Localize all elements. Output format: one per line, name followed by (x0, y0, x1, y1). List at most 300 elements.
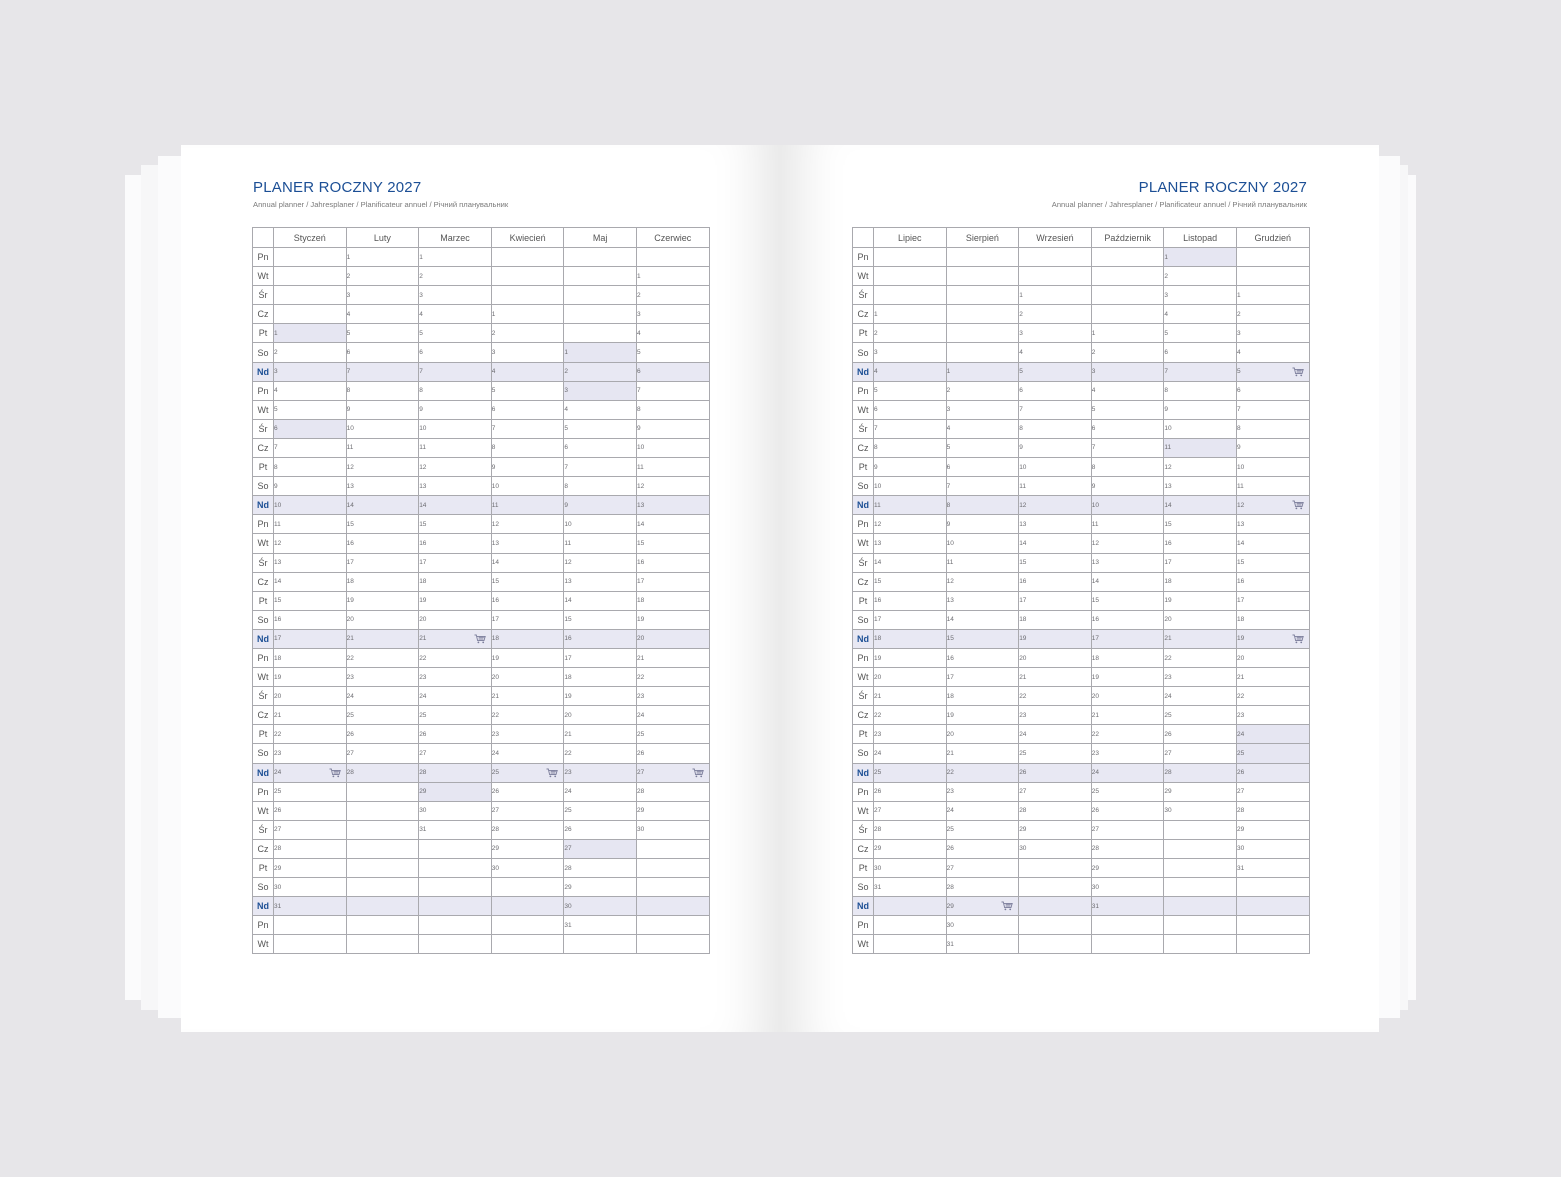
empty-cell[interactable] (274, 935, 347, 954)
day-cell[interactable]: 31 (1236, 859, 1309, 878)
day-cell[interactable]: 27 (874, 801, 947, 820)
day-cell[interactable]: 8 (1019, 419, 1092, 438)
day-cell[interactable]: 2 (1164, 267, 1237, 286)
day-cell[interactable]: 24 (1164, 687, 1237, 706)
day-cell[interactable]: 1 (1164, 248, 1237, 267)
day-cell[interactable]: 23 (1091, 744, 1164, 763)
day-cell[interactable]: 25 (274, 782, 347, 801)
day-cell[interactable]: 14 (1019, 534, 1092, 553)
day-cell[interactable]: 22 (1236, 687, 1309, 706)
day-cell[interactable]: 7 (419, 362, 492, 381)
day-cell[interactable]: 30 (1091, 878, 1164, 897)
empty-cell[interactable] (346, 820, 419, 839)
empty-cell[interactable] (346, 916, 419, 935)
day-cell[interactable]: 5 (946, 438, 1019, 457)
day-cell[interactable]: 10 (1236, 458, 1309, 477)
day-cell[interactable]: 18 (419, 572, 492, 591)
day-cell[interactable]: 21 (419, 629, 492, 648)
empty-cell[interactable] (946, 286, 1019, 305)
day-cell[interactable]: 20 (1091, 687, 1164, 706)
day-cell[interactable]: 19 (874, 648, 947, 667)
day-cell[interactable]: 12 (1236, 496, 1309, 515)
day-cell[interactable]: 3 (419, 286, 492, 305)
day-cell[interactable]: 12 (946, 572, 1019, 591)
day-cell[interactable]: 13 (491, 534, 564, 553)
day-cell[interactable]: 1 (274, 324, 347, 343)
day-cell[interactable]: 2 (1019, 305, 1092, 324)
day-cell[interactable]: 23 (1164, 668, 1237, 687)
empty-cell[interactable] (346, 897, 419, 916)
empty-cell[interactable] (1019, 859, 1092, 878)
day-cell[interactable]: 22 (1164, 648, 1237, 667)
day-cell[interactable]: 7 (1164, 362, 1237, 381)
empty-cell[interactable] (419, 839, 492, 858)
empty-cell[interactable] (346, 782, 419, 801)
day-cell[interactable]: 27 (1019, 782, 1092, 801)
empty-cell[interactable] (419, 878, 492, 897)
empty-cell[interactable] (1091, 916, 1164, 935)
day-cell[interactable]: 24 (419, 687, 492, 706)
day-cell[interactable]: 14 (346, 496, 419, 515)
day-cell[interactable]: 19 (636, 610, 709, 629)
day-cell[interactable]: 17 (1019, 591, 1092, 610)
day-cell[interactable]: 28 (419, 763, 492, 782)
day-cell[interactable]: 14 (636, 515, 709, 534)
day-cell[interactable]: 7 (1236, 400, 1309, 419)
day-cell[interactable]: 18 (1164, 572, 1237, 591)
day-cell[interactable]: 5 (491, 381, 564, 400)
day-cell[interactable]: 18 (1019, 610, 1092, 629)
empty-cell[interactable] (346, 859, 419, 878)
empty-cell[interactable] (946, 343, 1019, 362)
day-cell[interactable]: 29 (636, 801, 709, 820)
day-cell[interactable]: 3 (1236, 324, 1309, 343)
day-cell[interactable]: 10 (1019, 458, 1092, 477)
day-cell[interactable]: 12 (1091, 534, 1164, 553)
day-cell[interactable]: 19 (419, 591, 492, 610)
day-cell[interactable]: 23 (636, 687, 709, 706)
empty-cell[interactable] (1236, 897, 1309, 916)
empty-cell[interactable] (564, 248, 637, 267)
day-cell[interactable]: 3 (1091, 362, 1164, 381)
empty-cell[interactable] (564, 286, 637, 305)
day-cell[interactable]: 22 (274, 725, 347, 744)
day-cell[interactable]: 1 (419, 248, 492, 267)
day-cell[interactable]: 4 (1236, 343, 1309, 362)
day-cell[interactable]: 11 (1019, 477, 1092, 496)
day-cell[interactable]: 24 (874, 744, 947, 763)
day-cell[interactable]: 8 (419, 381, 492, 400)
day-cell[interactable]: 8 (1091, 458, 1164, 477)
day-cell[interactable]: 8 (346, 381, 419, 400)
day-cell[interactable]: 29 (1164, 782, 1237, 801)
empty-cell[interactable] (564, 305, 637, 324)
day-cell[interactable]: 20 (274, 687, 347, 706)
day-cell[interactable]: 4 (274, 381, 347, 400)
day-cell[interactable]: 20 (874, 668, 947, 687)
empty-cell[interactable] (1236, 267, 1309, 286)
day-cell[interactable]: 10 (419, 419, 492, 438)
day-cell[interactable]: 17 (274, 629, 347, 648)
day-cell[interactable]: 6 (1164, 343, 1237, 362)
empty-cell[interactable] (1091, 286, 1164, 305)
day-cell[interactable]: 9 (1019, 438, 1092, 457)
empty-cell[interactable] (274, 267, 347, 286)
day-cell[interactable]: 25 (636, 725, 709, 744)
empty-cell[interactable] (1164, 820, 1237, 839)
day-cell[interactable]: 1 (636, 267, 709, 286)
day-cell[interactable]: 20 (1019, 648, 1092, 667)
empty-cell[interactable] (636, 935, 709, 954)
day-cell[interactable]: 17 (491, 610, 564, 629)
day-cell[interactable]: 6 (491, 400, 564, 419)
day-cell[interactable]: 14 (419, 496, 492, 515)
day-cell[interactable]: 15 (274, 591, 347, 610)
day-cell[interactable]: 2 (874, 324, 947, 343)
day-cell[interactable]: 16 (1091, 610, 1164, 629)
day-cell[interactable]: 24 (491, 744, 564, 763)
day-cell[interactable]: 31 (946, 935, 1019, 954)
day-cell[interactable]: 2 (274, 343, 347, 362)
day-cell[interactable]: 24 (274, 763, 347, 782)
empty-cell[interactable] (419, 859, 492, 878)
day-cell[interactable]: 10 (636, 438, 709, 457)
day-cell[interactable]: 9 (491, 458, 564, 477)
day-cell[interactable]: 21 (1091, 706, 1164, 725)
day-cell[interactable]: 22 (564, 744, 637, 763)
day-cell[interactable]: 19 (1236, 629, 1309, 648)
day-cell[interactable]: 25 (491, 763, 564, 782)
empty-cell[interactable] (1164, 916, 1237, 935)
day-cell[interactable]: 2 (346, 267, 419, 286)
day-cell[interactable]: 4 (419, 305, 492, 324)
day-cell[interactable]: 18 (346, 572, 419, 591)
empty-cell[interactable] (491, 897, 564, 916)
empty-cell[interactable] (274, 916, 347, 935)
empty-cell[interactable] (874, 267, 947, 286)
day-cell[interactable]: 22 (874, 706, 947, 725)
day-cell[interactable]: 3 (1019, 324, 1092, 343)
day-cell[interactable]: 28 (564, 859, 637, 878)
day-cell[interactable]: 27 (274, 820, 347, 839)
day-cell[interactable]: 30 (274, 878, 347, 897)
day-cell[interactable]: 13 (1236, 515, 1309, 534)
day-cell[interactable]: 12 (491, 515, 564, 534)
day-cell[interactable]: 7 (636, 381, 709, 400)
day-cell[interactable]: 23 (1019, 706, 1092, 725)
day-cell[interactable]: 23 (874, 725, 947, 744)
day-cell[interactable]: 12 (1019, 496, 1092, 515)
day-cell[interactable]: 15 (946, 629, 1019, 648)
empty-cell[interactable] (1164, 878, 1237, 897)
day-cell[interactable]: 27 (564, 839, 637, 858)
day-cell[interactable]: 27 (419, 744, 492, 763)
day-cell[interactable]: 16 (274, 610, 347, 629)
day-cell[interactable]: 19 (491, 648, 564, 667)
day-cell[interactable]: 12 (636, 477, 709, 496)
day-cell[interactable]: 24 (946, 801, 1019, 820)
day-cell[interactable]: 2 (946, 381, 1019, 400)
day-cell[interactable]: 17 (636, 572, 709, 591)
day-cell[interactable]: 26 (491, 782, 564, 801)
day-cell[interactable]: 25 (1091, 782, 1164, 801)
day-cell[interactable]: 11 (946, 553, 1019, 572)
day-cell[interactable]: 29 (1091, 859, 1164, 878)
day-cell[interactable]: 19 (564, 687, 637, 706)
day-cell[interactable]: 30 (636, 820, 709, 839)
day-cell[interactable]: 16 (1019, 572, 1092, 591)
day-cell[interactable]: 18 (946, 687, 1019, 706)
empty-cell[interactable] (419, 916, 492, 935)
day-cell[interactable]: 21 (1019, 668, 1092, 687)
day-cell[interactable]: 26 (946, 839, 1019, 858)
day-cell[interactable]: 16 (564, 629, 637, 648)
day-cell[interactable]: 20 (419, 610, 492, 629)
day-cell[interactable]: 31 (564, 916, 637, 935)
day-cell[interactable]: 16 (1236, 572, 1309, 591)
day-cell[interactable]: 28 (1164, 763, 1237, 782)
day-cell[interactable]: 26 (636, 744, 709, 763)
day-cell[interactable]: 23 (564, 763, 637, 782)
day-cell[interactable]: 30 (874, 859, 947, 878)
day-cell[interactable]: 28 (274, 839, 347, 858)
day-cell[interactable]: 26 (1019, 763, 1092, 782)
day-cell[interactable]: 5 (874, 381, 947, 400)
day-cell[interactable]: 1 (1091, 324, 1164, 343)
day-cell[interactable]: 12 (564, 553, 637, 572)
day-cell[interactable]: 26 (1091, 801, 1164, 820)
day-cell[interactable]: 20 (1236, 648, 1309, 667)
day-cell[interactable]: 28 (491, 820, 564, 839)
empty-cell[interactable] (874, 897, 947, 916)
day-cell[interactable]: 24 (1091, 763, 1164, 782)
day-cell[interactable]: 17 (1236, 591, 1309, 610)
day-cell[interactable]: 5 (274, 400, 347, 419)
empty-cell[interactable] (1019, 878, 1092, 897)
day-cell[interactable]: 29 (946, 897, 1019, 916)
day-cell[interactable]: 13 (1164, 477, 1237, 496)
day-cell[interactable]: 21 (1164, 629, 1237, 648)
day-cell[interactable]: 9 (1236, 438, 1309, 457)
empty-cell[interactable] (346, 839, 419, 858)
day-cell[interactable]: 8 (946, 496, 1019, 515)
day-cell[interactable]: 10 (874, 477, 947, 496)
day-cell[interactable]: 22 (1091, 725, 1164, 744)
day-cell[interactable]: 17 (1164, 553, 1237, 572)
day-cell[interactable]: 13 (419, 477, 492, 496)
empty-cell[interactable] (1091, 248, 1164, 267)
empty-cell[interactable] (564, 267, 637, 286)
day-cell[interactable]: 29 (564, 878, 637, 897)
day-cell[interactable]: 15 (1019, 553, 1092, 572)
day-cell[interactable]: 13 (1019, 515, 1092, 534)
day-cell[interactable]: 22 (419, 648, 492, 667)
day-cell[interactable]: 3 (491, 343, 564, 362)
day-cell[interactable]: 4 (946, 419, 1019, 438)
day-cell[interactable]: 19 (346, 591, 419, 610)
day-cell[interactable]: 20 (946, 725, 1019, 744)
day-cell[interactable]: 13 (874, 534, 947, 553)
day-cell[interactable]: 15 (346, 515, 419, 534)
day-cell[interactable]: 9 (1164, 400, 1237, 419)
day-cell[interactable]: 31 (419, 820, 492, 839)
day-cell[interactable]: 9 (564, 496, 637, 515)
empty-cell[interactable] (491, 248, 564, 267)
day-cell[interactable]: 3 (274, 362, 347, 381)
day-cell[interactable]: 6 (636, 362, 709, 381)
day-cell[interactable]: 17 (946, 668, 1019, 687)
day-cell[interactable]: 7 (874, 419, 947, 438)
day-cell[interactable]: 18 (274, 648, 347, 667)
day-cell[interactable]: 21 (1236, 668, 1309, 687)
empty-cell[interactable] (1164, 839, 1237, 858)
day-cell[interactable]: 29 (874, 839, 947, 858)
day-cell[interactable]: 8 (491, 438, 564, 457)
day-cell[interactable]: 1 (946, 362, 1019, 381)
day-cell[interactable]: 29 (1019, 820, 1092, 839)
day-cell[interactable]: 9 (874, 458, 947, 477)
day-cell[interactable]: 21 (946, 744, 1019, 763)
empty-cell[interactable] (636, 916, 709, 935)
day-cell[interactable]: 4 (564, 400, 637, 419)
day-cell[interactable]: 29 (419, 782, 492, 801)
empty-cell[interactable] (874, 248, 947, 267)
day-cell[interactable]: 21 (491, 687, 564, 706)
day-cell[interactable]: 25 (1236, 744, 1309, 763)
day-cell[interactable]: 29 (491, 839, 564, 858)
day-cell[interactable]: 14 (946, 610, 1019, 629)
day-cell[interactable]: 23 (274, 744, 347, 763)
empty-cell[interactable] (874, 916, 947, 935)
empty-cell[interactable] (636, 897, 709, 916)
day-cell[interactable]: 6 (1236, 381, 1309, 400)
day-cell[interactable]: 22 (1019, 687, 1092, 706)
empty-cell[interactable] (274, 286, 347, 305)
empty-cell[interactable] (1236, 935, 1309, 954)
day-cell[interactable]: 28 (1236, 801, 1309, 820)
day-cell[interactable]: 1 (491, 305, 564, 324)
empty-cell[interactable] (636, 859, 709, 878)
day-cell[interactable]: 26 (564, 820, 637, 839)
day-cell[interactable]: 14 (1164, 496, 1237, 515)
day-cell[interactable]: 22 (346, 648, 419, 667)
day-cell[interactable]: 9 (346, 400, 419, 419)
day-cell[interactable]: 27 (1236, 782, 1309, 801)
day-cell[interactable]: 17 (346, 553, 419, 572)
day-cell[interactable]: 15 (1164, 515, 1237, 534)
day-cell[interactable]: 5 (564, 419, 637, 438)
day-cell[interactable]: 6 (274, 419, 347, 438)
day-cell[interactable]: 13 (1091, 553, 1164, 572)
day-cell[interactable]: 5 (1236, 362, 1309, 381)
day-cell[interactable]: 3 (564, 381, 637, 400)
day-cell[interactable]: 14 (1091, 572, 1164, 591)
empty-cell[interactable] (346, 801, 419, 820)
day-cell[interactable]: 24 (1019, 725, 1092, 744)
day-cell[interactable]: 12 (874, 515, 947, 534)
day-cell[interactable]: 20 (491, 668, 564, 687)
day-cell[interactable]: 26 (1164, 725, 1237, 744)
day-cell[interactable]: 6 (419, 343, 492, 362)
day-cell[interactable]: 19 (274, 668, 347, 687)
day-cell[interactable]: 7 (491, 419, 564, 438)
day-cell[interactable]: 10 (564, 515, 637, 534)
empty-cell[interactable] (874, 286, 947, 305)
day-cell[interactable]: 30 (1236, 839, 1309, 858)
day-cell[interactable]: 16 (419, 534, 492, 553)
day-cell[interactable]: 3 (346, 286, 419, 305)
empty-cell[interactable] (564, 935, 637, 954)
day-cell[interactable]: 16 (946, 648, 1019, 667)
empty-cell[interactable] (1236, 916, 1309, 935)
day-cell[interactable]: 16 (491, 591, 564, 610)
empty-cell[interactable] (274, 248, 347, 267)
empty-cell[interactable] (1164, 935, 1237, 954)
day-cell[interactable]: 30 (1019, 839, 1092, 858)
day-cell[interactable]: 16 (874, 591, 947, 610)
day-cell[interactable]: 26 (874, 782, 947, 801)
empty-cell[interactable] (491, 935, 564, 954)
day-cell[interactable]: 13 (346, 477, 419, 496)
empty-cell[interactable] (419, 897, 492, 916)
day-cell[interactable]: 5 (1091, 400, 1164, 419)
day-cell[interactable]: 31 (274, 897, 347, 916)
day-cell[interactable]: 23 (419, 668, 492, 687)
day-cell[interactable]: 7 (1091, 438, 1164, 457)
day-cell[interactable]: 23 (1236, 706, 1309, 725)
day-cell[interactable]: 19 (1019, 629, 1092, 648)
day-cell[interactable]: 26 (346, 725, 419, 744)
day-cell[interactable]: 13 (564, 572, 637, 591)
day-cell[interactable]: 15 (564, 610, 637, 629)
day-cell[interactable]: 4 (346, 305, 419, 324)
empty-cell[interactable] (564, 324, 637, 343)
day-cell[interactable]: 9 (1091, 477, 1164, 496)
day-cell[interactable]: 11 (274, 515, 347, 534)
empty-cell[interactable] (1236, 878, 1309, 897)
empty-cell[interactable] (874, 935, 947, 954)
day-cell[interactable]: 4 (1019, 343, 1092, 362)
day-cell[interactable]: 23 (346, 668, 419, 687)
day-cell[interactable]: 20 (1164, 610, 1237, 629)
day-cell[interactable]: 13 (636, 496, 709, 515)
day-cell[interactable]: 7 (1019, 400, 1092, 419)
day-cell[interactable]: 25 (874, 763, 947, 782)
day-cell[interactable]: 27 (491, 801, 564, 820)
day-cell[interactable]: 21 (346, 629, 419, 648)
day-cell[interactable]: 14 (874, 553, 947, 572)
empty-cell[interactable] (946, 305, 1019, 324)
day-cell[interactable]: 17 (874, 610, 947, 629)
day-cell[interactable]: 11 (419, 438, 492, 457)
day-cell[interactable]: 9 (636, 419, 709, 438)
day-cell[interactable]: 27 (346, 744, 419, 763)
day-cell[interactable]: 5 (636, 343, 709, 362)
day-cell[interactable]: 11 (564, 534, 637, 553)
day-cell[interactable]: 14 (274, 572, 347, 591)
day-cell[interactable]: 27 (636, 763, 709, 782)
day-cell[interactable]: 10 (946, 534, 1019, 553)
day-cell[interactable]: 11 (636, 458, 709, 477)
day-cell[interactable]: 6 (946, 458, 1019, 477)
day-cell[interactable]: 10 (274, 496, 347, 515)
day-cell[interactable]: 4 (491, 362, 564, 381)
day-cell[interactable]: 14 (564, 591, 637, 610)
day-cell[interactable]: 12 (274, 534, 347, 553)
day-cell[interactable]: 7 (274, 438, 347, 457)
day-cell[interactable]: 1 (1019, 286, 1092, 305)
day-cell[interactable]: 9 (419, 400, 492, 419)
